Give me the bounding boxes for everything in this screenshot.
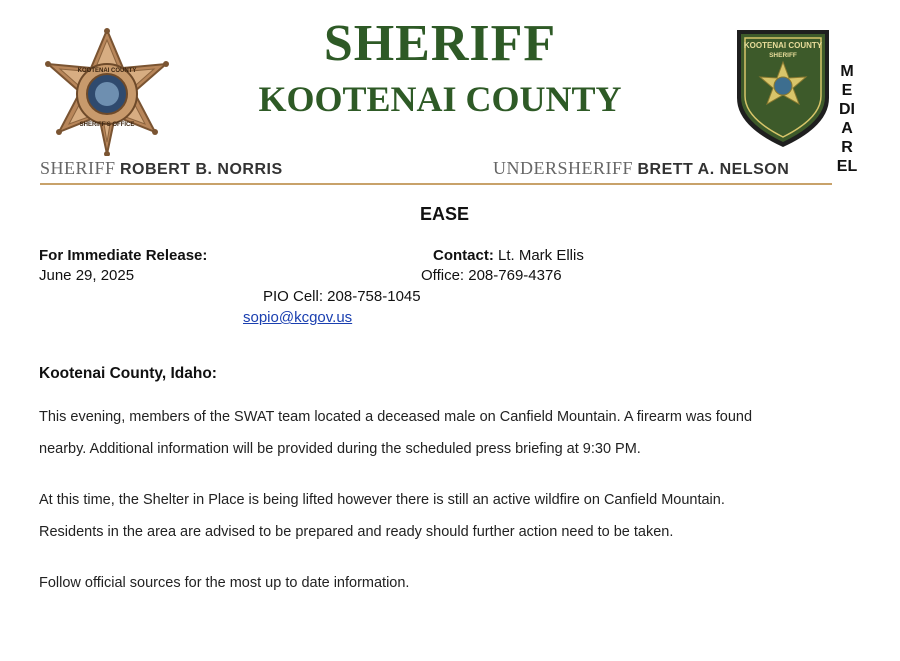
location-heading: Kootenai County, Idaho: [39,365,217,382]
badge-text-bottom: SHERIFF'S OFFICE [79,122,135,128]
release-title: EASE [420,204,470,224]
sheriff-title: SHERIFF [40,158,116,178]
sheriff-name: ROBERT B. NORRIS [119,161,283,178]
undersheriff-line [493,158,789,179]
vertical-letter: A [841,120,853,137]
pio-cell: PIO Cell: 208-758-1045 [263,288,421,305]
sheriff-shield-patch [733,26,833,150]
release-date: June 29, 2025 [39,267,135,284]
office-phone: Office: 208-769-4376 [421,267,562,284]
contact-label: Contact: [433,247,494,264]
badge-text-top: KOOTENAI COUNTY [77,68,137,74]
contact-line [433,246,584,266]
email-link[interactable]: sopio@kcgov.us [243,309,353,326]
para1-line2: nearby. Additional information will be provided during the scheduled press briefing at 9:30 PM. [39,441,641,457]
vertical-letter: EL [836,158,858,175]
undersheriff-name: BRETT A. NELSON [637,161,790,178]
immediate-release-label: For Immediate Release: [39,247,208,264]
media-release-vertical [832,62,862,176]
sheriff-star-badge [40,28,175,156]
undersheriff-title: UNDERSHERIFF [493,158,634,178]
vertical-letter: M [840,63,854,80]
patch-text-top: KOOTENAI COUNTY [743,41,823,50]
agency-county: KOOTENAI COUNTY [258,79,622,119]
para2-line1: At this time, the Shelter in Place is being lifted however there is still an active wildfire on Canfield Mountain. [39,492,725,508]
para3: Follow official sources for the most up to date information. [39,575,410,591]
agency-title: SHERIFF [323,15,557,72]
header-divider [40,183,832,185]
patch-text-sub: SHERIFF [769,52,797,59]
contact-name: Lt. Mark Ellis [498,247,584,264]
para2-line2: Residents in the area are advised to be prepared and ready should further action need to be taken. [39,524,674,540]
vertical-letter: DI [839,101,855,118]
vertical-letter: E [841,82,853,99]
para1-line1: This evening, members of the SWAT team located a deceased male on Canfield Mountain. A firearm was found [39,409,753,425]
sheriff-line [40,158,283,179]
vertical-letter: R [841,139,853,156]
